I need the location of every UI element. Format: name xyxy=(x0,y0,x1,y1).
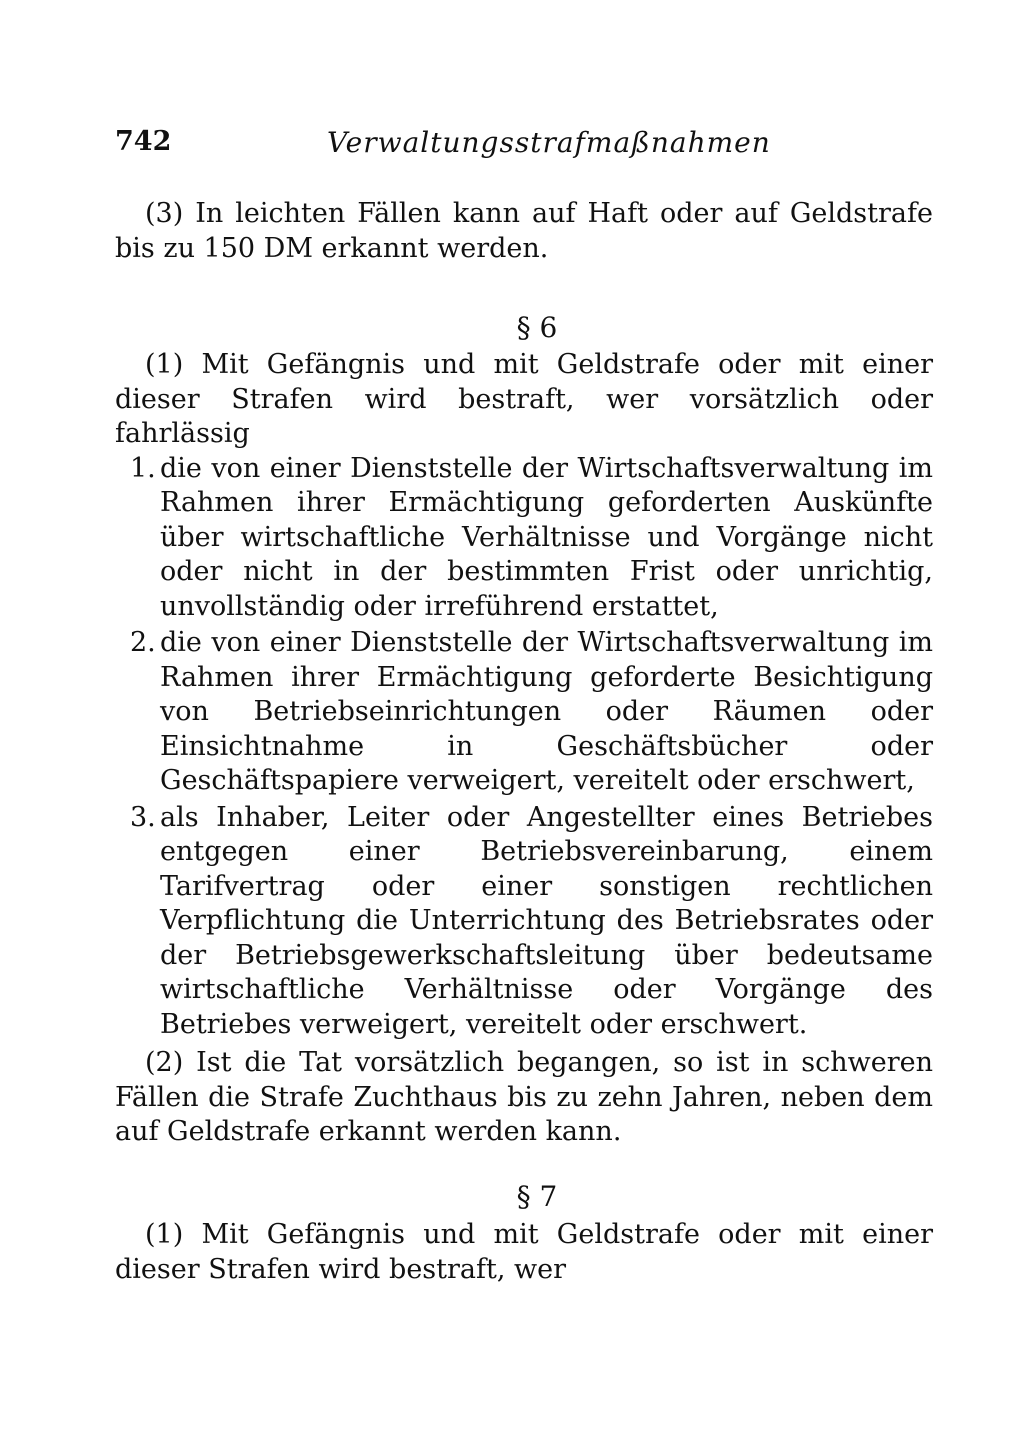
section-7-body xyxy=(115,1218,933,1287)
paragraph-3-light-cases xyxy=(115,197,933,266)
list-item-text: die von einer Dienststelle der Wirtschaftsverwaltung im Rahmen ihrer Ermächtigung geforderten Auskünfte über wirtschaftliche Verhältnisse und Vorgänge nicht oder nicht in der bestimmten Frist oder unrichtig, unvollständig oder irreführend erstattet, xyxy=(160,452,933,622)
list-item-number: 2. xyxy=(130,627,156,658)
section-heading-7: § 7 xyxy=(516,1180,558,1213)
section-6-intro: (1) Mit Gefängnis und mit Geldstrafe oder mit einer dieser Strafen wird bestraft, wer vorsätzlich oder fahrlässig xyxy=(115,349,933,449)
list-item-text: als Inhaber, Leiter oder Angestellter eines Betriebes entgegen einer Betriebsvereinbarung, einem Tarifvertrag oder einer sonstigen rechtlichen Verpflichtung die Unterrichtung des Betriebsrates oder der Betriebsgewerkschaftsleitung über bedeutsame wirtschaftliche Verhältnisse oder Vorgänge des Betriebes verweigert, vereitelt oder erschwert. xyxy=(160,801,933,1040)
section-6-body xyxy=(115,348,933,1150)
list-item-text: die von einer Dienststelle der Wirtschaftsverwaltung im Rahmen ihrer Ermächtigung geforderte Besichtigung von Betriebseinrichtungen oder Räumen oder Einsichtnahme in Geschäftsbücher oder Geschäftspapiere verweigert, vereitelt oder erschwert, xyxy=(160,627,933,796)
list-item-number: 1. xyxy=(130,452,156,484)
list-item xyxy=(115,801,933,1043)
list-item xyxy=(115,626,933,799)
list-item xyxy=(115,452,933,625)
page-header xyxy=(115,126,935,166)
section-7-intro: (1) Mit Gefängnis und mit Geldstrafe oder mit einer dieser Strafen wird bestraft, wer xyxy=(115,1219,933,1285)
paragraph-text: (3) In leichten Fällen kann auf Haft oder auf Geldstrafe bis zu 150 DM erkannt werden. xyxy=(115,198,933,264)
page-number: 742 xyxy=(115,126,172,157)
section-6-paragraph-2: (2) Ist die Tat vorsätzlich begangen, so ist in schweren Fällen die Strafe Zuchthaus bis zu zehn Jahren, neben dem auf Geldstrafe erkannt werden kann. xyxy=(115,1047,933,1147)
list-item-number: 3. xyxy=(130,801,156,833)
running-title: Verwaltungsstrafmaßnahmen xyxy=(327,126,771,159)
section-heading-6: § 6 xyxy=(516,311,558,344)
